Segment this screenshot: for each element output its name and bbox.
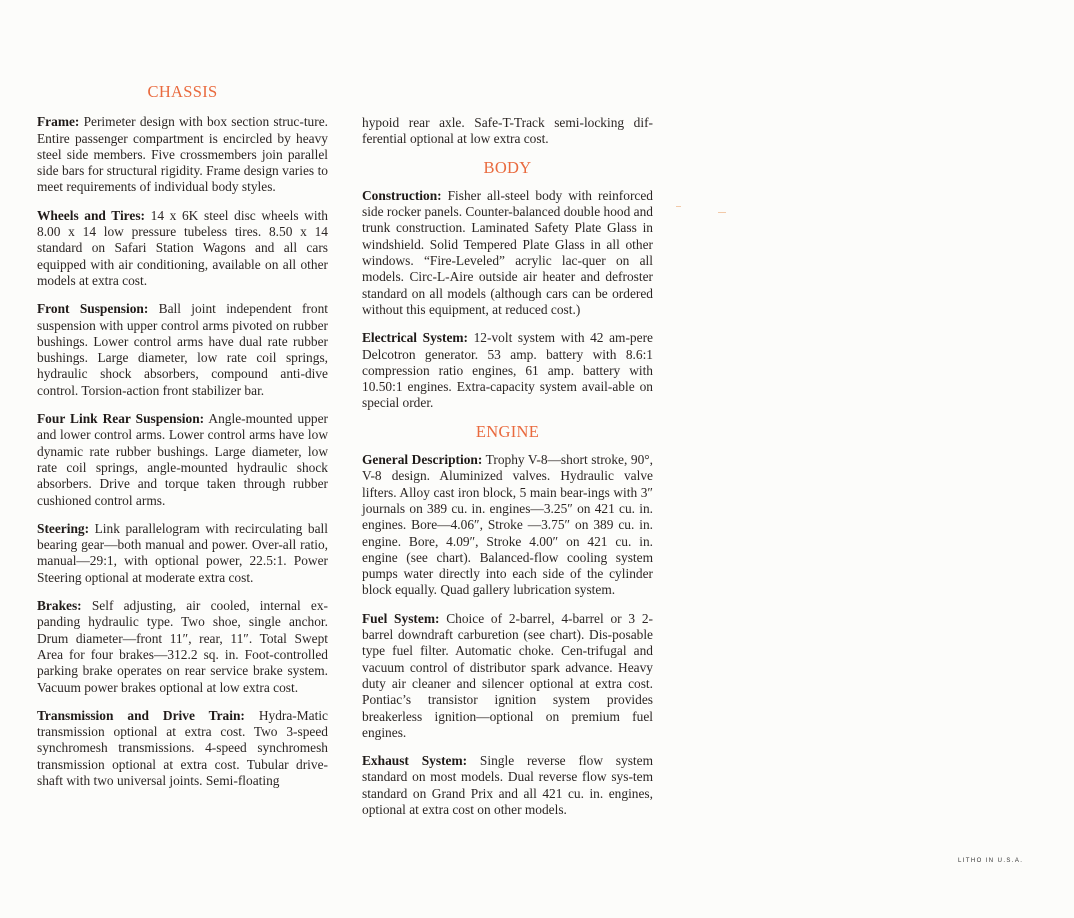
section-heading-body: BODY [483, 157, 532, 177]
section-heading-chassis: CHASSIS [147, 82, 218, 101]
spec-transmission: Transmission and Drive Train: Hydra-Matic transmission optional at extra cost. Two 3-speed synchromesh transmissions. 4-speed synchromesh transmission optional at extra cost. Tubular drive-shaft with two universal joints. Semi-floating [37, 707, 328, 788]
spec-brakes: Brakes: Self adjusting, air cooled, internal ex-panding hydraulic type. Two shoe, single anchor. Drum diameter—front 11″, rear, 11″. Total Swept Area for four brakes—312.2 sq. in. Foot-controlled parking brake operates on rear service brake system. Vacuum power brakes optional at low extra cost. [37, 598, 328, 695]
spec-general-description: General Description: Trophy V-8—short stroke, 90°, V-8 design. Aluminized valves. Hydraulic valve lifters. Alloy cast iron block, 5 main bear-ings with 3″ journals on 389 cu. in. engines—3.25″ on 421 cu. in. engines. Bore—4.06″, Stroke —3.75″ on 389 cu. in. engine. Bore, 4.09″, Stroke 4.00″ on 421 cu. in. engine (see chart). Balanced-flow cooling system pumps water directly into each side of the cylinder block equally. Quad gallery lubrication system. [362, 452, 653, 598]
print-mark [676, 206, 681, 207]
spec-frame: Frame: Perimeter design with box section struc-ture. Entire passenger compartment is encircled by heavy steel side members. Five crossmembers join parallel side bars for structural rigidity. Frame design varies to meet requirements of individual body styles. [37, 114, 328, 195]
spec-wheels-tires: Wheels and Tires: 14 x 6K steel disc wheels with 8.00 x 14 low pressure tubeless tires. 8.50 x 14 standard on Safari Station Wagons and all cars equipped with air conditioning, available on all other models at extra cost. [37, 207, 328, 288]
right-column [362, 115, 653, 830]
spec-exhaust-system: Exhaust System: Single reverse flow system standard on most models. Dual reverse flow sys-tem standard on Grand Prix and all 421 cu. in. engines, optional at extra cost on other models. [362, 753, 654, 817]
spec-fuel-system: Fuel System: Choice of 2-barrel, 4-barrel or 3 2-barrel downdraft carburetion (see chart). Dis-posable type fuel filter. Automatic choke. Cen-trifugal and vacuum control of distributor spark advance. Heavy duty air cleaner and silencer optional at extra cost. Pontiac’s transistor ignition system provides breakerless ignition—optional on premium fuel engines. [362, 610, 653, 740]
left-column [37, 84, 328, 801]
spec-transmission-continued: hypoid rear axle. Safe-T-Track semi-locking dif-ferential optional at low extra cost. [362, 115, 653, 147]
spec-construction: Construction: Fisher all-steel body with reinforced side rocker panels. Counter-balanced double hood and trunk construction. Laminated Safety Plate Glass in windshield. Solid Tempered Plate Glass in all other windows. “Fire-Leveled” acrylic lac-quer on all models. Circ-L-Aire outside air heater and defroster standard on all models (although cars can be ordered without this equipment, at reduced cost.) [362, 187, 653, 317]
spec-rear-suspension: Four Link Rear Suspension: Angle-mounted upper and lower control arms. Lower control arms have low dynamic rate rubber bushings. Large diameter, low rate coil springs, angle-mounted hydraulic shock absorbers. Drive and torque taken through rubber cushioned control arms. [37, 411, 328, 508]
litho-imprint: LITHO IN U.S.A. [958, 858, 1024, 864]
spec-electrical: Electrical System: 12-volt system with 42 am-pere Delcotron generator. 53 amp. battery with 8.6:1 compression ratio engines, 61 amp. battery with 10.50:1 engines. Extra-capacity system avail-able on special order. [362, 330, 653, 411]
spec-front-suspension: Front Suspension: Ball joint independent front suspension with upper control arms pivoted on rubber bushings. Lower control arms have dual rate rubber bushings. Large diameter, low rate coil springs, hydraulic shock absorbers, compound anti-dive control. Torsion-action front stabilizer bar. [37, 301, 329, 398]
section-heading-engine: ENGINE [475, 421, 540, 441]
print-mark [718, 212, 726, 213]
spec-steering: Steering: Link parallelogram with recirculating ball bearing gear—both manual and power. Over-all ratio, manual—29:1, with optional power, 22.5:1. Power Steering optional at moderate extra cost. [37, 520, 328, 585]
